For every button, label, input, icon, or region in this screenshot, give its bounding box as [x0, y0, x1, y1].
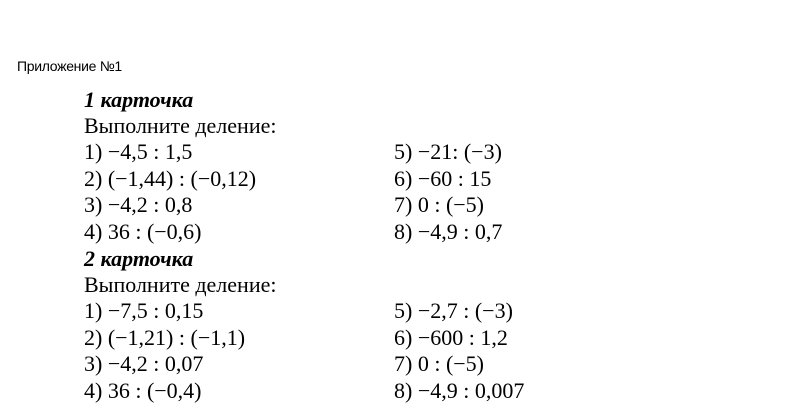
card-instruction: Выполните деление: [84, 113, 277, 138]
card-2 [84, 246, 644, 404]
task-item: 4) 36 : (−0,4) [84, 377, 202, 403]
task-item: 8) −4,9 : 0,7 [394, 218, 503, 244]
task-item: 1) −7,5 : 0,15 [84, 298, 204, 323]
task-item: 4) 36 : (−0,6) [84, 218, 202, 244]
task-item: 7) 0 : (−5) [394, 351, 484, 376]
task-item: 2) (−1,44) : (−0,12) [84, 165, 257, 191]
task-item: 7) 0 : (−5) [394, 192, 484, 217]
task-item: 8) −4,9 : 0,007 [394, 377, 525, 403]
card-1 [84, 87, 644, 245]
task-list [84, 139, 644, 245]
task-item: 5) −21: (−3) [394, 139, 502, 164]
task-list [84, 298, 644, 404]
task-item: 2) (−1,21) : (−1,1) [84, 324, 246, 350]
task-item: 6) −60 : 15 [394, 165, 492, 191]
card-title: 2 карточка [84, 246, 194, 271]
task-item: 3) −4,2 : 0,8 [84, 192, 193, 217]
card-instruction: Выполните деление: [84, 272, 277, 297]
task-item: 1) −4,5 : 1,5 [84, 139, 193, 164]
task-item: 6) −600 : 1,2 [394, 324, 508, 350]
task-item: 5) −2,7 : (−3) [394, 298, 513, 323]
task-item: 3) −4,2 : 0,07 [84, 351, 204, 376]
appendix-label: Приложение №1 [17, 58, 122, 74]
card-title: 1 карточка [84, 87, 194, 112]
